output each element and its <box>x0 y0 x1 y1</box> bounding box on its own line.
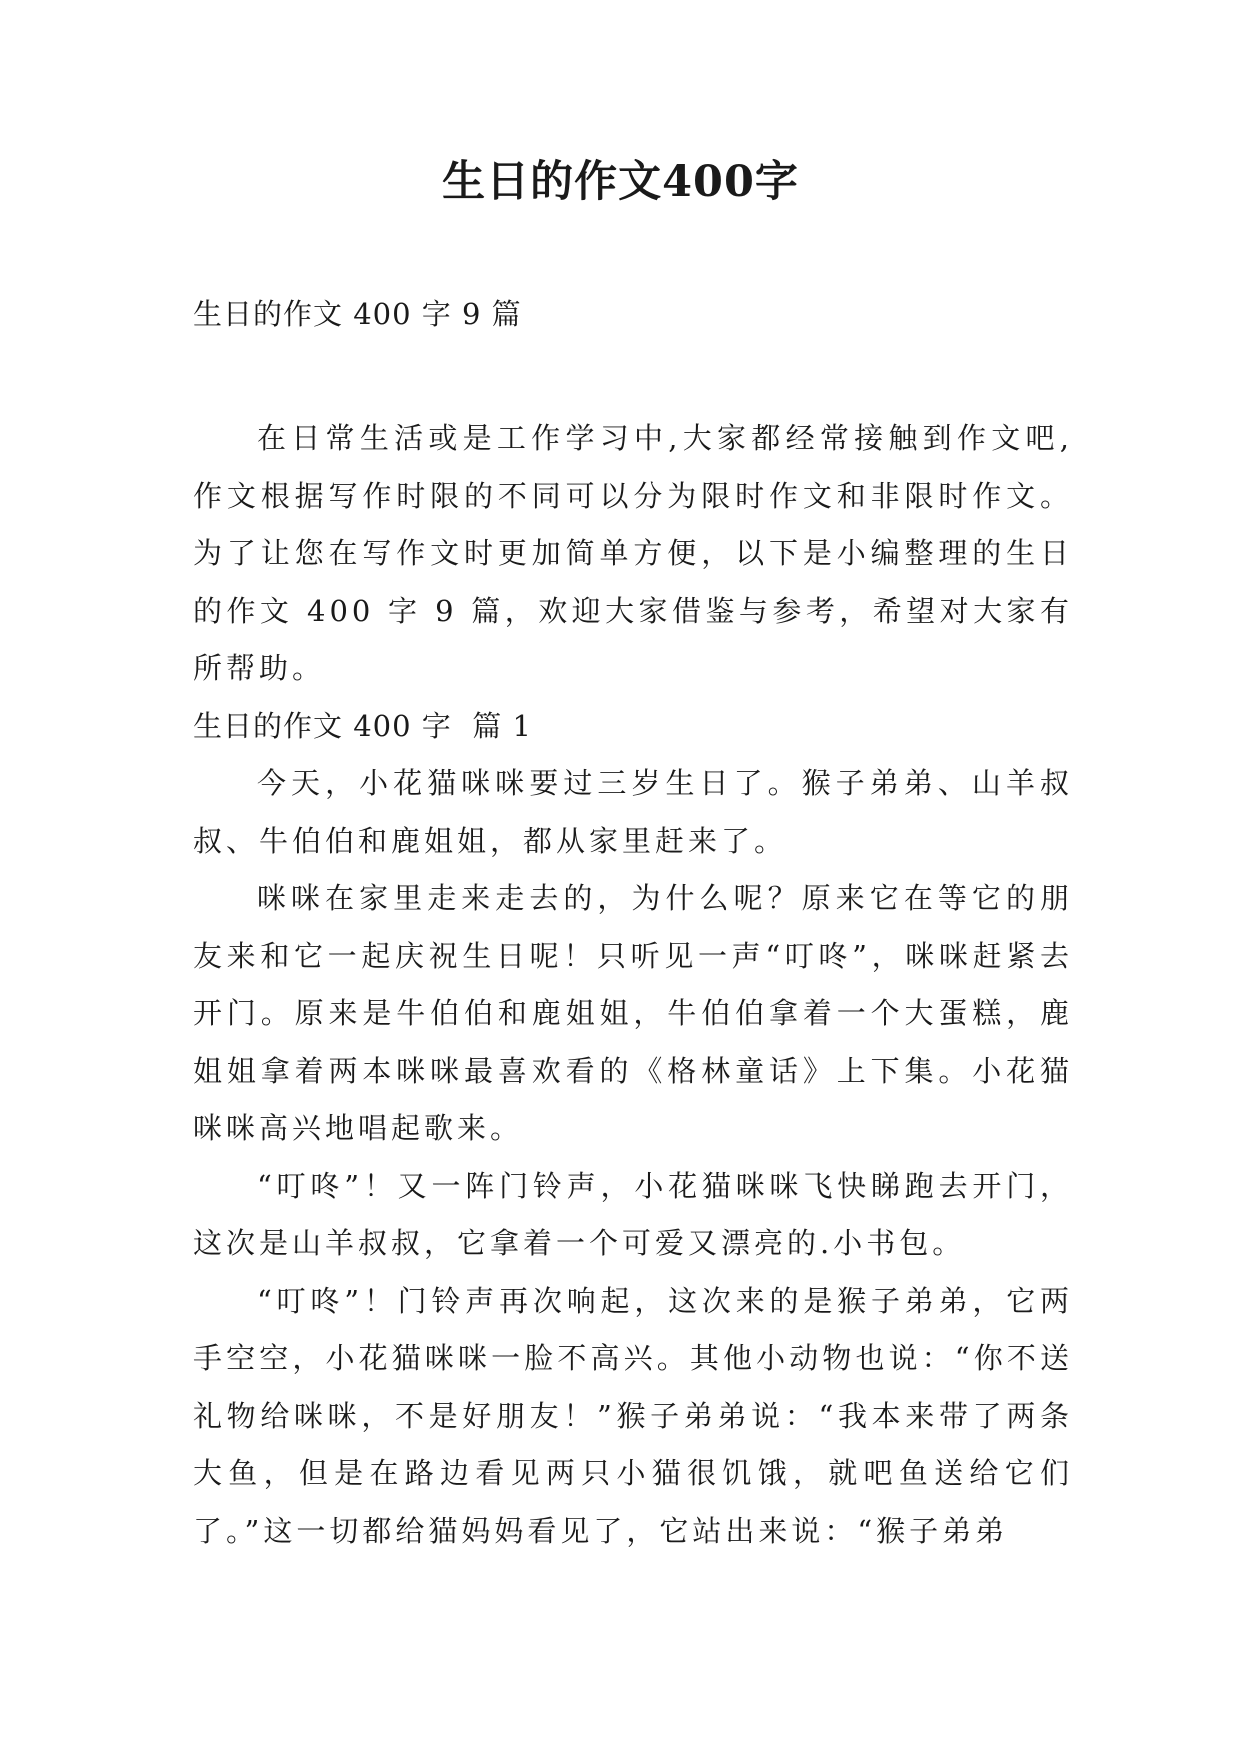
document-body <box>193 410 1073 1560</box>
body-paragraph: “叮咚”！又一阵门铃声，小花猫咪咪飞快睇跑去开门，这次是山羊叔叔，它拿着一个可爱又漂亮的.小书包。 <box>193 1168 1073 1260</box>
body-paragraph: 咪咪在家里走来走去的，为什么呢？原来它在等它的朋友来和它一起庆祝生日呢！只听见一声“叮咚”，咪咪赶紧去开门。原来是牛伯伯和鹿姐姐，牛伯伯拿着一个大蛋糕，鹿姐姐拿着两本咪咪最喜欢看的《格林童话》上下集。小花猫咪咪高兴地唱起歌来。 <box>193 881 1073 1145</box>
intro-paragraph: 在日常生活或是工作学习中,大家都经常接触到作文吧,作文根据写作时限的不同可以分为限时作文和非限时作文。为了让您在写作文时更加简单方便，以下是小编整理的生日的作文 400 字 9 篇，欢迎大家借鉴与参考，希望对大家有所帮助。 <box>193 421 1073 685</box>
document-subtitle: 生日的作文 400 字 9 篇 <box>193 297 522 331</box>
section-heading: 生日的作文 400 字 篇 1 <box>193 708 532 743</box>
body-paragraph: 今天，小花猫咪咪要过三岁生日了。猴子弟弟、山羊叔叔、牛伯伯和鹿姐姐，都从家里赶来了。 <box>193 766 1073 858</box>
document-title: 生日的作文400字 <box>442 157 799 207</box>
body-paragraph: “叮咚”！门铃声再次响起，这次来的是猴子弟弟，它两手空空，小花猫咪咪一脸不高兴。其他小动物也说：“你不送礼物给咪咪，不是好朋友！”猴子弟弟说：“我本来带了两条大鱼，但是在路边看见两只小猫很饥饿，就吧鱼送给它们了。”这一切都给猫妈妈看见了，它站出来说：“猴子弟弟 <box>193 1283 1073 1548</box>
